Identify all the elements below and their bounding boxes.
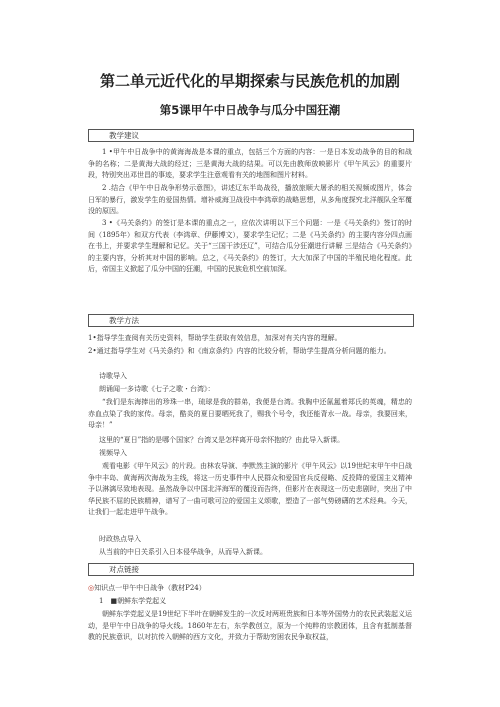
section-heading-link: 对点链接 — [88, 563, 414, 576]
section-heading-method: 教学方法 — [88, 314, 414, 327]
poem-question: 这里的“夏日”指的是哪个国家？台湾又是怎样离开母亲怀抱的？由此导入新课。 — [99, 436, 345, 444]
suggestion-paragraph-3: 3 •《马关条约》的签订是本课的重点之一，应依次讲明以下三个问题：一是《马关条约》签订的时间（1895年）和双方代表（李鸿章、伊藤博文），要求学生记忆；二是《马关条约》的主要内容分四点画在书上，并要求学生理解和记忆。关于“三国干涉还辽”，可结合瓜分狂潮进行讲解 三是结合《马关条约》的主要内容，分析其对中国的影响。总之，《马关条约》的签订，大大加深了中国的半殖民地化程度。此后，帝国主义掀起了瓜分中国的狂潮，中国的民族危机空前加深。 — [88, 219, 412, 273]
item-heading: 1 ■朝鲜东学党起义 — [99, 597, 167, 605]
suggestion-paragraph-1: 1 •甲午中日战争中的黄海海战是本课的重点，包括三个方面的内容：一是日本发动战争的目的和战争的名称；二是黄海大战的经过；三是黄海大战的结果。可以先由教师放映影片《甲午风云》的重要片段，特别突出邓世昌的事迹，要求学生注意观看有关的地图和图片材料。 — [88, 148, 412, 179]
suggestion-paragraph-2: 2 .结合《甲午中日战争形势示意图》，讲述辽东半岛战役，播放旅顺大屠杀的相关视频或图片，体会日军的暴行，激发学生的爱国热情。增补威海卫战役中李鸿章的战略思想，从多角度探究北洋舰队全军覆没的原因。 — [88, 184, 412, 215]
news-body: 从当前的中日关系引入日本侵华战争，从而导入新课。 — [99, 548, 267, 556]
section-heading-suggestion: 教学建议 — [88, 129, 414, 142]
method-paragraph-1: 1•指导学生查阅有关历史资料，帮助学生获取有效信息，加深对有关内容的理解。 — [88, 334, 342, 342]
news-heading: 时政热点导入 — [99, 535, 141, 543]
knowledge-point: ◎知识点一甲午中日战争（教材P24） — [88, 584, 206, 592]
method-paragraph-2: 2•通过指导学生对《马关条约》和《南京条约》内容的比较分析，帮助学生提高分析问题的能力。 — [88, 347, 391, 355]
lesson-subtitle: 第5课甲午中日战争与瓜分中国狂潮 — [159, 103, 341, 117]
poem-intro: 朗诵闻一多诗歌《七子之歌・台湾》： — [99, 385, 215, 393]
poem-body: “我们是东海捧出的珍珠一串，琉球是我的群弟，我便是台湾。我胸中还氤氲着郑氏的英魂，精忠的赤血点染了我的家传。母亲，酷炎的夏日要晒死我了，赐我个号令，我还能背水一战。母亲，我要回来，母亲！” — [88, 398, 412, 429]
poem-heading: 诗歌导入 — [99, 372, 127, 380]
page-title: 第二单元近代化的早期探索与民族危机的加剧 — [99, 72, 400, 90]
video-heading: 视频导入 — [99, 449, 127, 457]
item-body: 朝鲜东学党起义是19世纪下半叶在朝鲜发生的一次反对两班贵族和日本等外国势力的农民武装起义运动，是甲午中日战争的导火线。1860年左右，东学教创立，原为一个纯粹的宗教团体，且含有抵制基督教的民族意识，以对抗传入朝鲜的西方文化，并致力于帮助穷困农民争取权益， — [88, 610, 412, 641]
video-body: 观看电影《甲午风云》的片段。由林农导演、李默然主演的影片《甲午风云》以19世纪末甲午中日战争中丰岛、黄海两次海战为主线，将这一历史事件中人民群众和爱国官兵反侵略、反投降的爱国主义精神予以淋漓尽致地表现。虽然战争以中国北洋海军的覆没而告终，但影片在表现这一历史悲剧时，突出了中华民族不屈的民族精神，谱写了一曲可歌可泣的爱国主义颂歌，塑造了一部气势磅礴的艺术经典。今天，让我们一起走进甲午战争。 — [88, 462, 412, 516]
knowledge-point-bullet-icon: ◎ — [88, 584, 95, 592]
